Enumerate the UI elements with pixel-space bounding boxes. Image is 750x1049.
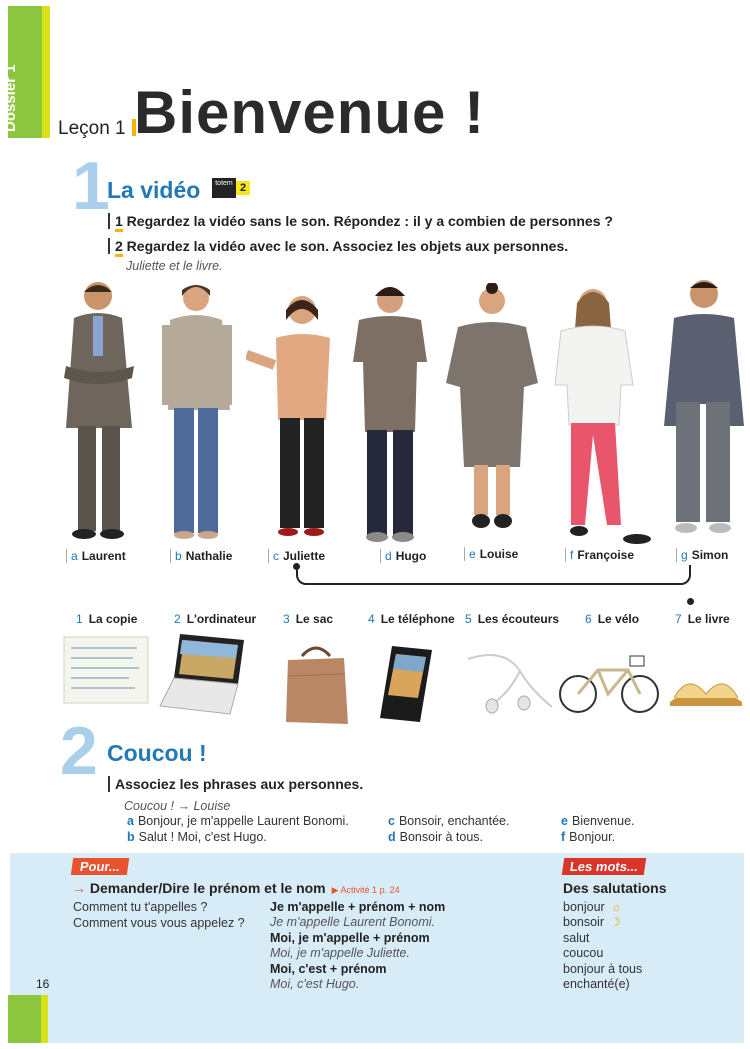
sun-icon: ☼ (610, 900, 622, 914)
object-label-5: 5 Les écouteurs (465, 612, 560, 626)
moon-icon: ☽ (610, 915, 621, 929)
person-louise-photo (444, 283, 540, 538)
video-number: 2 (236, 181, 250, 195)
corner-tab (8, 995, 48, 1043)
person-nathalie-photo (160, 280, 238, 545)
person-label-d: d Hugo (380, 549, 426, 563)
word-bonsoir: bonsoir ☽ (563, 915, 621, 929)
person-label-e: e Louise (464, 547, 518, 561)
object-label-6: 6 Le vélo (585, 612, 640, 626)
word-bonjour: bonjour ☼ (563, 900, 622, 914)
object-label-7: 7 Le livre (675, 612, 730, 626)
mots-tag: Les mots... (562, 858, 646, 875)
phone-image (378, 644, 434, 729)
page-number: 16 (36, 977, 50, 991)
video-badge (212, 178, 250, 198)
section-title-coucou: Coucou ! (107, 740, 207, 766)
example-connector (296, 565, 691, 585)
connector-dot-end (687, 598, 694, 605)
rule-2: Moi, je m'appelle + prénom (270, 931, 430, 945)
instruction-2: 2 Regardez la vidéo avec le son. Associez les objets aux personnes. (108, 238, 568, 254)
question-2: Comment vous vous appelez ? (73, 916, 245, 930)
earphones-image (464, 651, 554, 720)
book-image (668, 668, 744, 713)
rule-1: Je m'appelle + prénom + nom (270, 900, 446, 914)
section-title-video: La vidéo (107, 177, 201, 203)
instruction-coucou: Associez les phrases aux personnes. (108, 776, 363, 792)
word-enchante: enchanté(e) (563, 977, 630, 991)
phrase-b: b Salut ! Moi, c'est Hugo. (127, 830, 267, 844)
connector-dot-start (293, 563, 300, 570)
page-title: Bienvenue ! (134, 79, 486, 146)
rule-2-example: Moi, je m'appelle Juliette. (270, 946, 410, 960)
instruction-1: 1 Regardez la vidéo sans le son. Répondez : il y a combien de personnes ? (108, 213, 613, 229)
phrase-c: c Bonsoir, enchantée. (388, 814, 510, 828)
person-francoise-photo (551, 285, 657, 555)
bag-image (282, 642, 350, 733)
question-1: Comment tu t'appelles ? (73, 900, 208, 914)
film-clap-icon: totem (212, 178, 236, 198)
word-bonjour-a-tous: bonjour à tous (563, 962, 643, 976)
word-coucou: coucou (563, 946, 604, 960)
rule-3-example: Moi, c'est Hugo. (270, 977, 360, 991)
section-number-2: 2 (60, 713, 98, 789)
laptop-image (158, 632, 250, 721)
lesson-label: Leçon 1 (58, 118, 136, 140)
section-number-1: 1 (72, 148, 110, 224)
example-coucou: Coucou ! → Louise (124, 799, 231, 813)
person-label-c: c Juliette (268, 549, 325, 563)
dossier-label: Dossier 1 (2, 64, 19, 132)
object-label-1: 1 La copie (76, 612, 138, 626)
arrow-icon: → (72, 880, 86, 896)
word-salut: salut (563, 931, 590, 945)
person-label-f: f Françoise (565, 548, 634, 562)
phrase-d: d Bonsoir à tous. (388, 830, 484, 844)
phrase-a: a Bonjour, je m'appelle Laurent Bonomi. (127, 814, 349, 828)
person-hugo-photo (347, 282, 433, 547)
bike-image (558, 650, 660, 721)
object-label-3: 3 Le sac (283, 612, 334, 626)
pour-heading: → Demander/Dire le prénom et le nom ▶ Activité 1 p. 24 (72, 880, 400, 896)
rule-1-example: Je m'appelle Laurent Bonomi. (270, 915, 435, 929)
rule-3: Moi, c'est + prénom (270, 962, 387, 976)
phrase-f: f Bonjour. (561, 830, 616, 844)
example-video: Juliette et le livre. (126, 259, 223, 273)
object-label-4: 4 Le téléphone (368, 612, 455, 626)
object-label-2: 2 L'ordinateur (174, 612, 257, 626)
person-label-b: b Nathalie (170, 549, 232, 563)
person-laurent-photo (60, 278, 140, 543)
mots-title: Des salutations (563, 880, 667, 896)
person-juliette-photo (246, 290, 332, 545)
person-simon-photo (664, 276, 746, 544)
activity-ref: ▶ Activité 1 p. 24 (331, 885, 400, 895)
pour-tag: Pour... (71, 858, 129, 875)
phrase-e: e Bienvenue. (561, 814, 635, 828)
person-label-g: g Simon (676, 548, 728, 562)
person-label-a: a Laurent (66, 549, 126, 563)
paper-copy-image (63, 636, 149, 709)
